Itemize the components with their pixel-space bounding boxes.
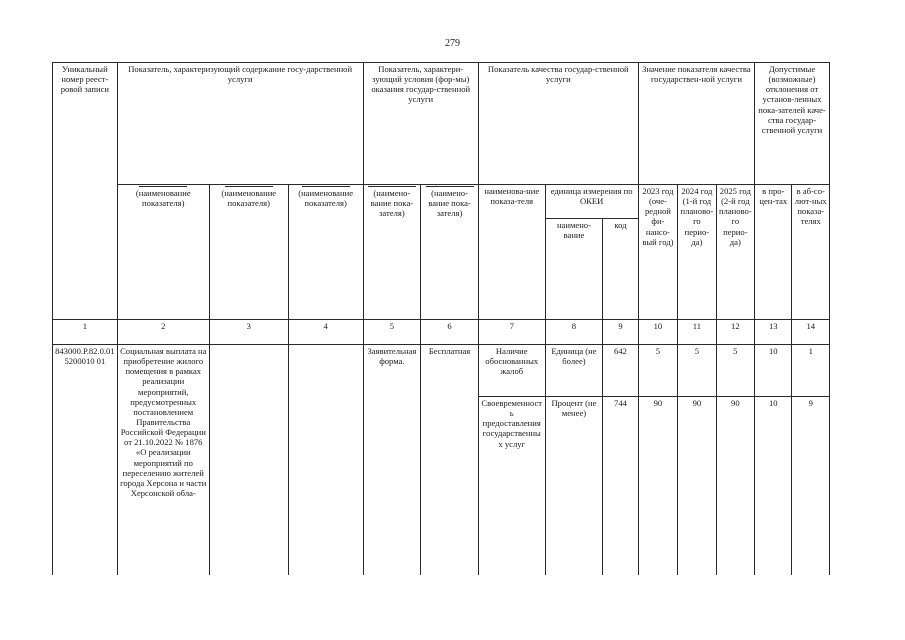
header-percent: в про-цен-тах	[755, 185, 792, 320]
quality-2025: 5	[716, 345, 754, 397]
column-number: 10	[638, 320, 677, 345]
quality-name: Своевременность предоставления государственных услуг	[478, 397, 545, 575]
header-quality-indicator: Показатель качества государ-ственной услуги	[478, 63, 638, 185]
column-number: 4	[288, 320, 363, 345]
blank-line	[426, 186, 474, 187]
record-empty-cell	[209, 345, 288, 575]
placeholder-indicator-6: (наимено-вание пока-зателя)	[421, 185, 479, 320]
quality-code: 744	[603, 397, 638, 575]
column-number: 12	[716, 320, 754, 345]
quality-percent: 10	[755, 397, 792, 575]
column-number: 14	[792, 320, 830, 345]
header-year-2025: 2025 год (2-й год планово-го перио-да)	[716, 185, 754, 320]
header-year-2023: 2023 год (оче-редной фи-нансо-вый год)	[638, 185, 677, 320]
page-number: 279	[445, 38, 460, 49]
header-content-indicator: Показатель, характеризующий содержание госу-дарственной услуги	[117, 63, 363, 185]
quality-2023: 90	[638, 397, 677, 575]
quality-percent: 10	[755, 345, 792, 397]
quality-2024: 5	[678, 345, 716, 397]
placeholder-indicator-4: (наименование показателя)	[288, 185, 363, 320]
header-indicator-name: наименова-ние показа-теля	[478, 185, 545, 320]
quality-unit: Процент (не менее)	[545, 397, 603, 575]
placeholder-indicator-5: (наимено-вание пока-зателя)	[363, 185, 421, 320]
table-row	[53, 345, 830, 397]
header-deviations: Допустимые (возможные) отклонения от установ-ленных пока-зателей каче-ства государ-ственной услуги	[755, 63, 830, 185]
header-conditions-indicator: Показатель, характери-зующий условия (фор-мы) оказания государ-ственной услуги	[363, 63, 478, 185]
header-okei-unit: единица измерения по ОКЕИ	[545, 185, 638, 219]
quality-absolute: 1	[792, 345, 830, 397]
header-year-2024: 2024 год (1-й год планово-го перио-да)	[678, 185, 716, 320]
column-number: 13	[755, 320, 792, 345]
column-number: 1	[53, 320, 118, 345]
quality-name: Наличие обоснованных жалоб	[478, 345, 545, 397]
quality-2023: 5	[638, 345, 677, 397]
quality-absolute: 9	[792, 397, 830, 575]
quality-2025: 90	[716, 397, 754, 575]
column-number: 2	[117, 320, 209, 345]
column-number: 6	[421, 320, 479, 345]
blank-line	[302, 186, 350, 187]
record-content: Социальная выплата на приобретение жилого помещения в рамках реализации мероприятий, предусмотренных постановлением Правительства Российской Федерации от 21.10.2022 № 1876 «О реализации мероприятий по переселению жителей города Херсона и части Херсонской обла-	[117, 345, 209, 575]
column-number: 5	[363, 320, 421, 345]
quality-unit: Единица (не более)	[545, 345, 603, 397]
blank-line	[368, 186, 416, 187]
column-number: 9	[603, 320, 638, 345]
header-unique-number: Уникальный номер реест-ровой записи	[53, 63, 118, 320]
header-absolute: в аб-со-лют-ных показа-телях	[792, 185, 830, 320]
placeholder-indicator-2: (наименование показателя)	[117, 185, 209, 320]
column-number: 3	[209, 320, 288, 345]
header-okei-code: код	[603, 219, 638, 320]
placeholder-indicator-3: (наименование показателя)	[209, 185, 288, 320]
column-number: 8	[545, 320, 603, 345]
column-number: 7	[478, 320, 545, 345]
record-condition-form: Заявительная форма.	[363, 345, 421, 575]
header-quality-value: Значение показателя качества государствен-ной услуги	[638, 63, 754, 185]
quality-2024: 90	[678, 397, 716, 575]
column-number-row	[53, 320, 830, 345]
header-okei-name: наимено-вание	[545, 219, 603, 320]
blank-line	[139, 186, 187, 187]
record-empty-cell	[288, 345, 363, 575]
column-number: 11	[678, 320, 716, 345]
quality-code: 642	[603, 345, 638, 397]
record-id: 843000.Р.82.0.015200010 01	[53, 345, 118, 575]
record-condition-payment: Бесплатная	[421, 345, 479, 575]
blank-line	[225, 186, 273, 187]
state-service-quality-table	[52, 62, 830, 575]
